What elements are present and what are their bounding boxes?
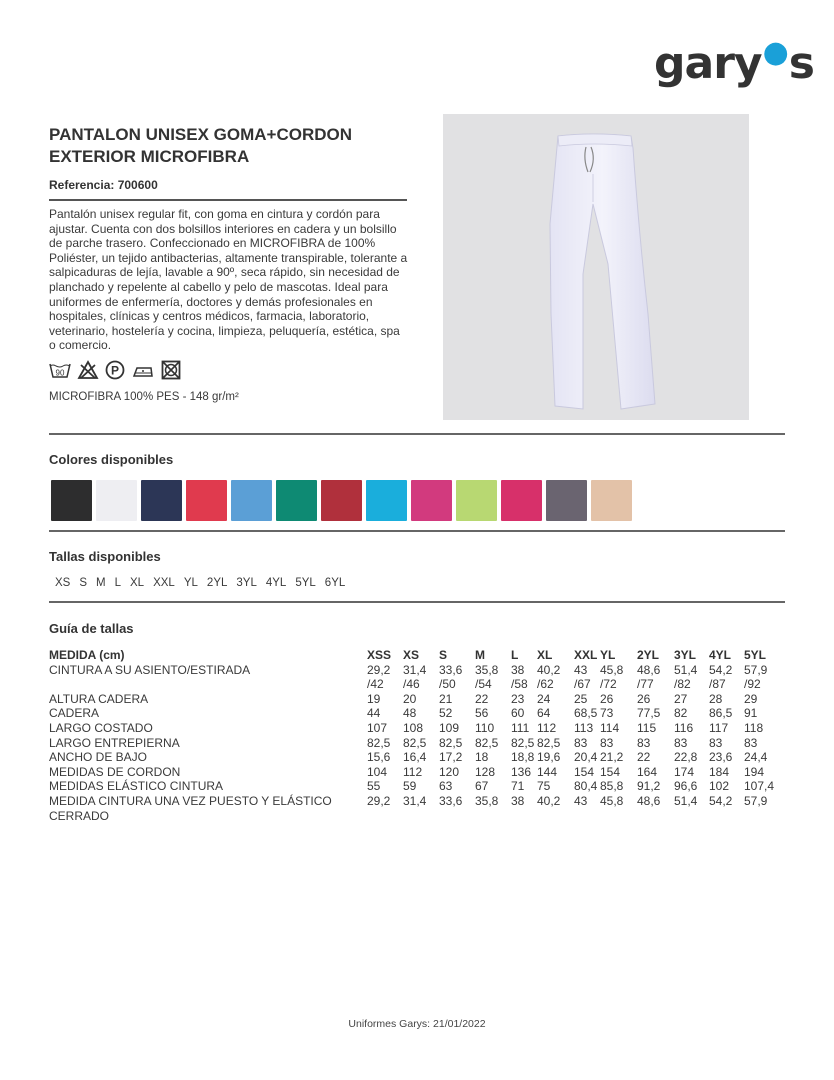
table-cell: 18,8 <box>511 750 535 765</box>
table-cell: 33,6 <box>439 662 463 677</box>
color-swatch[interactable] <box>141 480 182 521</box>
table-row <box>49 765 784 780</box>
brand-logo-text-right: s <box>788 38 814 89</box>
color-swatch[interactable] <box>51 480 92 521</box>
table-cell: 77,5 <box>637 706 661 721</box>
table-cell: 24 <box>537 691 551 706</box>
pants-illustration <box>443 114 749 420</box>
table-cell: 118 <box>744 720 764 735</box>
size-option: 4YL <box>265 577 287 589</box>
column-header: XL <box>537 648 553 662</box>
size-option: 5YL <box>295 577 316 589</box>
table-cell <box>403 809 439 824</box>
table-cell: 22,8 <box>674 750 698 765</box>
table-cell: 82,5 <box>403 735 427 750</box>
table-cell: 51,4 <box>674 662 698 677</box>
table-cell: 91,2 <box>637 779 661 794</box>
table-cell: 45,8 <box>600 662 624 677</box>
color-swatch[interactable] <box>366 480 407 521</box>
table-cell <box>439 809 475 824</box>
table-cell: 154 <box>600 764 621 779</box>
table-row <box>49 750 784 765</box>
table-cell: 154 <box>574 764 595 779</box>
table-cell: 52 <box>439 706 453 721</box>
table-cell: 55 <box>367 779 381 794</box>
table-cell: 16,4 <box>403 750 427 765</box>
table-header-label: MEDIDA (cm) <box>49 648 125 662</box>
table-cell: 19 <box>367 691 381 706</box>
column-header: L <box>511 648 519 662</box>
table-cell: 109 <box>439 720 460 735</box>
table-cell: 96,6 <box>674 779 698 794</box>
size-guide-table <box>49 648 784 823</box>
table-cell: 28 <box>709 691 723 706</box>
row-label: MEDIDAS ELÁSTICO CINTURA <box>49 779 224 794</box>
table-cell: 44 <box>367 706 381 721</box>
table-cell: 112 <box>403 764 423 779</box>
color-swatch[interactable] <box>411 480 452 521</box>
table-cell: 15,6 <box>367 750 391 765</box>
table-cell: 120 <box>439 764 460 779</box>
table-row <box>49 663 784 678</box>
column-header: S <box>439 648 448 662</box>
row-label: CINTURA A SU ASIENTO/ESTIRADA <box>49 662 251 677</box>
table-cell: 104 <box>367 764 388 779</box>
table-cell: 29,2 <box>367 793 391 808</box>
table-cell: 27 <box>674 691 688 706</box>
table-cell: 83 <box>744 735 758 750</box>
table-row <box>49 809 784 824</box>
table-cell: 48 <box>403 706 417 721</box>
column-header: YL <box>600 648 616 662</box>
no-tumble-dry-icon <box>161 360 181 380</box>
row-label: MEDIDA CINTURA UNA VEZ PUESTO Y ELÁSTICO <box>49 793 332 808</box>
color-swatch[interactable] <box>231 480 272 521</box>
column-header: 4YL <box>709 648 732 662</box>
row-label: MEDIDAS DE CORDON <box>49 764 181 779</box>
size-option: XL <box>130 577 145 589</box>
table-cell: 48,6 <box>637 793 661 808</box>
wash-90-icon <box>49 361 71 379</box>
table-cell: 59 <box>403 779 417 794</box>
dry-clean-p-icon <box>105 360 125 380</box>
table-cell: 57,9 <box>744 662 768 677</box>
brand-logo-text-left: gary <box>654 38 762 89</box>
table-cell: 40,2 <box>537 662 561 677</box>
table-cell: 82,5 <box>439 735 463 750</box>
table-cell: 83 <box>709 735 723 750</box>
table-cell: 82,5 <box>511 735 535 750</box>
table-cell: 25 <box>574 691 588 706</box>
column-header: M <box>475 648 485 662</box>
table-cell: /58 <box>511 677 528 692</box>
svg-text:90: 90 <box>55 368 65 378</box>
divider <box>49 530 785 532</box>
size-option: 6YL <box>324 577 346 589</box>
column-header: 5YL <box>744 648 767 662</box>
table-cell: 85,8 <box>600 779 624 794</box>
table-cell: 29,2 <box>367 662 391 677</box>
table-cell: /72 <box>600 677 617 692</box>
table-cell: /54 <box>475 677 492 692</box>
table-cell: /42 <box>367 677 384 692</box>
color-swatch[interactable] <box>186 480 227 521</box>
table-cell: 107 <box>367 720 388 735</box>
size-option: S <box>79 577 88 589</box>
divider <box>49 199 407 201</box>
table-cell <box>709 809 744 824</box>
table-cell: 56 <box>475 706 489 721</box>
table-cell: 82,5 <box>537 735 561 750</box>
table-cell: /87 <box>709 677 726 692</box>
divider <box>49 433 785 435</box>
table-cell: 83 <box>637 735 651 750</box>
size-option: YL <box>183 577 198 589</box>
size-guide-heading: Guía de tallas <box>49 621 134 636</box>
table-cell <box>637 809 674 824</box>
table-cell: 57,9 <box>744 793 768 808</box>
table-cell: 68,5 <box>574 706 598 721</box>
column-header: XS <box>403 648 420 662</box>
color-swatch[interactable] <box>456 480 497 521</box>
table-cell: 82,5 <box>367 735 391 750</box>
table-header-row <box>49 648 784 663</box>
column-header: XSS <box>367 648 392 662</box>
table-row <box>49 736 784 751</box>
table-cell: 45,8 <box>600 793 624 808</box>
row-label: ANCHO DE BAJO <box>49 750 148 765</box>
table-cell: 71 <box>511 779 525 794</box>
table-cell: 73 <box>600 706 614 721</box>
table-cell: 102 <box>709 779 730 794</box>
table-cell <box>475 809 511 824</box>
table-row <box>49 677 784 692</box>
table-cell: 22 <box>637 750 651 765</box>
table-cell: 24,4 <box>744 750 768 765</box>
fabric-composition: MICROFIBRA 100% PES - 148 gr/m² <box>49 391 239 403</box>
table-cell: 107,4 <box>744 779 775 794</box>
size-option: XS <box>55 577 71 589</box>
table-cell: 29 <box>744 691 758 706</box>
row-label: CADERA <box>49 706 100 721</box>
table-cell: 20,4 <box>574 750 598 765</box>
table-cell: 54,2 <box>709 662 733 677</box>
table-cell: 67 <box>475 779 489 794</box>
table-cell: 83 <box>600 735 614 750</box>
column-header: 3YL <box>674 648 697 662</box>
color-swatch[interactable] <box>96 480 137 521</box>
table-cell: 83 <box>674 735 688 750</box>
table-cell: 80,4 <box>574 779 598 794</box>
table-cell: 17,2 <box>439 750 463 765</box>
size-option: XXL <box>153 577 175 589</box>
table-cell: 112 <box>537 720 557 735</box>
table-cell: 23 <box>511 691 525 706</box>
iron-icon <box>131 361 155 379</box>
table-cell: 26 <box>637 691 651 706</box>
table-cell: 21,2 <box>600 750 624 765</box>
table-cell: 35,8 <box>475 793 499 808</box>
table-cell: 31,4 <box>403 662 427 677</box>
color-swatch[interactable] <box>501 480 542 521</box>
table-cell: 108 <box>403 720 424 735</box>
table-cell <box>674 809 709 824</box>
table-cell: /92 <box>744 677 761 692</box>
color-swatch[interactable] <box>321 480 362 521</box>
table-row <box>49 794 784 809</box>
table-cell: /67 <box>574 677 591 692</box>
table-cell <box>367 809 403 824</box>
table-cell <box>511 809 537 824</box>
table-cell: 48,6 <box>637 662 661 677</box>
row-label: LARGO ENTREPIERNA <box>49 735 180 750</box>
table-cell: 21 <box>439 691 453 706</box>
size-option: 3YL <box>236 577 257 589</box>
table-cell: 82 <box>674 706 688 721</box>
table-cell: 43 <box>574 793 588 808</box>
color-swatch[interactable] <box>546 480 587 521</box>
table-cell: 60 <box>511 706 525 721</box>
brand-logo-dot: ● <box>762 35 788 70</box>
table-cell: 26 <box>600 691 614 706</box>
table-cell: 136 <box>511 764 532 779</box>
table-cell: 33,6 <box>439 793 463 808</box>
table-cell: 110 <box>475 720 495 735</box>
table-cell: 144 <box>537 764 558 779</box>
table-cell: /50 <box>439 677 456 692</box>
table-cell <box>537 809 574 824</box>
row-label: CERRADO <box>49 808 110 823</box>
size-option: M <box>96 577 106 589</box>
table-row <box>49 721 784 736</box>
table-cell: 111 <box>511 720 530 735</box>
table-cell <box>600 809 637 824</box>
colors-heading: Colores disponibles <box>49 452 174 467</box>
table-cell: /46 <box>403 677 420 692</box>
divider <box>49 601 785 603</box>
table-cell <box>574 809 600 824</box>
footer-text: Uniformes Garys: 21/01/2022 <box>348 1018 486 1030</box>
table-cell: 83 <box>574 735 588 750</box>
table-cell: 20 <box>403 691 417 706</box>
table-cell: 184 <box>709 764 730 779</box>
available-sizes <box>55 577 345 589</box>
table-cell: 116 <box>674 720 694 735</box>
row-label: ALTURA CADERA <box>49 691 149 706</box>
table-cell: 86,5 <box>709 706 733 721</box>
svg-text:P: P <box>110 363 120 378</box>
table-cell: 75 <box>537 779 551 794</box>
table-cell: /77 <box>637 677 654 692</box>
table-cell: 174 <box>674 764 695 779</box>
table-row <box>49 779 784 794</box>
table-cell: 23,6 <box>709 750 733 765</box>
table-cell: 194 <box>744 764 765 779</box>
table-cell: 114 <box>600 720 620 735</box>
size-option: 2YL <box>206 577 228 589</box>
column-header: XXL <box>574 648 598 662</box>
table-cell: 82,5 <box>475 735 499 750</box>
product-image <box>443 114 749 420</box>
table-row <box>49 692 784 707</box>
table-cell: 43 <box>574 662 588 677</box>
table-row <box>49 706 784 721</box>
bleach-icon <box>77 360 99 380</box>
color-swatch[interactable] <box>276 480 317 521</box>
table-cell: 38 <box>511 662 525 677</box>
table-cell: 164 <box>637 764 658 779</box>
row-label: LARGO COSTADO <box>49 720 153 735</box>
table-cell: 64 <box>537 706 551 721</box>
table-cell: 31,4 <box>403 793 427 808</box>
table-cell: 128 <box>475 764 496 779</box>
sizes-heading: Tallas disponibles <box>49 549 161 564</box>
product-description: Pantalón unisex regular fit, con goma en cintura y cordón para ajustar. Cuenta con dos bolsillos interiores en cadera y un bolsillo de parche trasero. Confeccionado en MICROFIBRA de 100% Poliéster, un tejido antibacterias, altamente transpirable, tolerante a salpicaduras de lejía, lavable a 90º, seca rápido, sin necesidad de planchado y repelente al cabello y pelo de mascotas. Ideal para uniformes de enfermería, doctores y demás profesionales en hospitales, clínicas y centros médicos, farmacia, laboratorio, veterinario, hostelería y cocina, limpieza, peluquería, estética, spa o comercio. <box>49 207 408 353</box>
color-swatches <box>51 480 632 521</box>
table-cell: 22 <box>475 691 489 706</box>
product-title: PANTALON UNISEX GOMA+CORDON EXTERIOR MICROFIBRA <box>49 125 353 166</box>
care-icons <box>49 360 181 380</box>
size-option: L <box>114 577 122 589</box>
table-cell: 63 <box>439 779 453 794</box>
table-cell: 54,2 <box>709 793 733 808</box>
row-label <box>49 677 367 692</box>
table-cell: /82 <box>674 677 691 692</box>
table-cell: 117 <box>709 720 729 735</box>
table-cell: 18 <box>475 750 489 765</box>
table-cell <box>744 809 784 824</box>
table-cell: 51,4 <box>674 793 698 808</box>
table-cell: 115 <box>637 720 657 735</box>
table-cell: 38 <box>511 793 525 808</box>
table-cell: 19,6 <box>537 750 561 765</box>
brand-logo <box>654 35 814 95</box>
column-header: 2YL <box>637 648 660 662</box>
table-cell: 91 <box>744 706 758 721</box>
color-swatch[interactable] <box>591 480 632 521</box>
table-cell: 113 <box>574 720 594 735</box>
table-cell: /62 <box>537 677 554 692</box>
table-cell: 35,8 <box>475 662 499 677</box>
product-reference: Referencia: 700600 <box>49 178 158 192</box>
table-cell: 40,2 <box>537 793 561 808</box>
